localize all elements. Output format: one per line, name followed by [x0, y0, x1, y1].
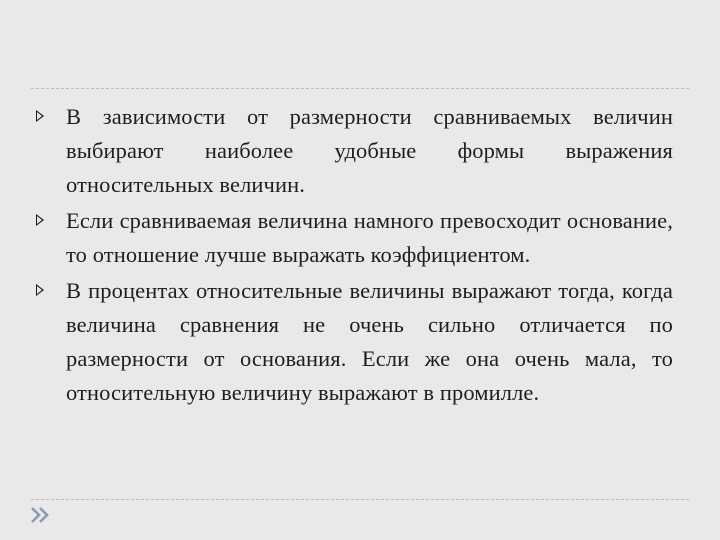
bullet-text: В процентах относительные величины выражают тогда, когда величина сравнения не очень сильно отличается по размерности от основания. Если же она очень мала, то относительную величину выражают в промилле.: [66, 278, 673, 405]
triangle-bullet-icon: [36, 214, 44, 226]
bottom-divider: [31, 499, 689, 500]
list-item: [33, 274, 673, 410]
triangle-bullet-icon: [36, 110, 44, 122]
list-item: [33, 100, 673, 202]
list-item: [33, 204, 673, 272]
double-chevron-right-icon[interactable]: [29, 506, 51, 524]
top-divider: [31, 88, 689, 89]
bullet-text: Если сравниваемая величина намного превосходит основание, то отношение лучше выражать коэффициентом.: [66, 208, 673, 267]
triangle-bullet-icon: [36, 284, 44, 296]
bullet-text: В зависимости от размерности сравниваемых величин выбирают наиболее удобные формы выражения относительных величин.: [66, 104, 673, 197]
bullet-list: [33, 100, 673, 412]
